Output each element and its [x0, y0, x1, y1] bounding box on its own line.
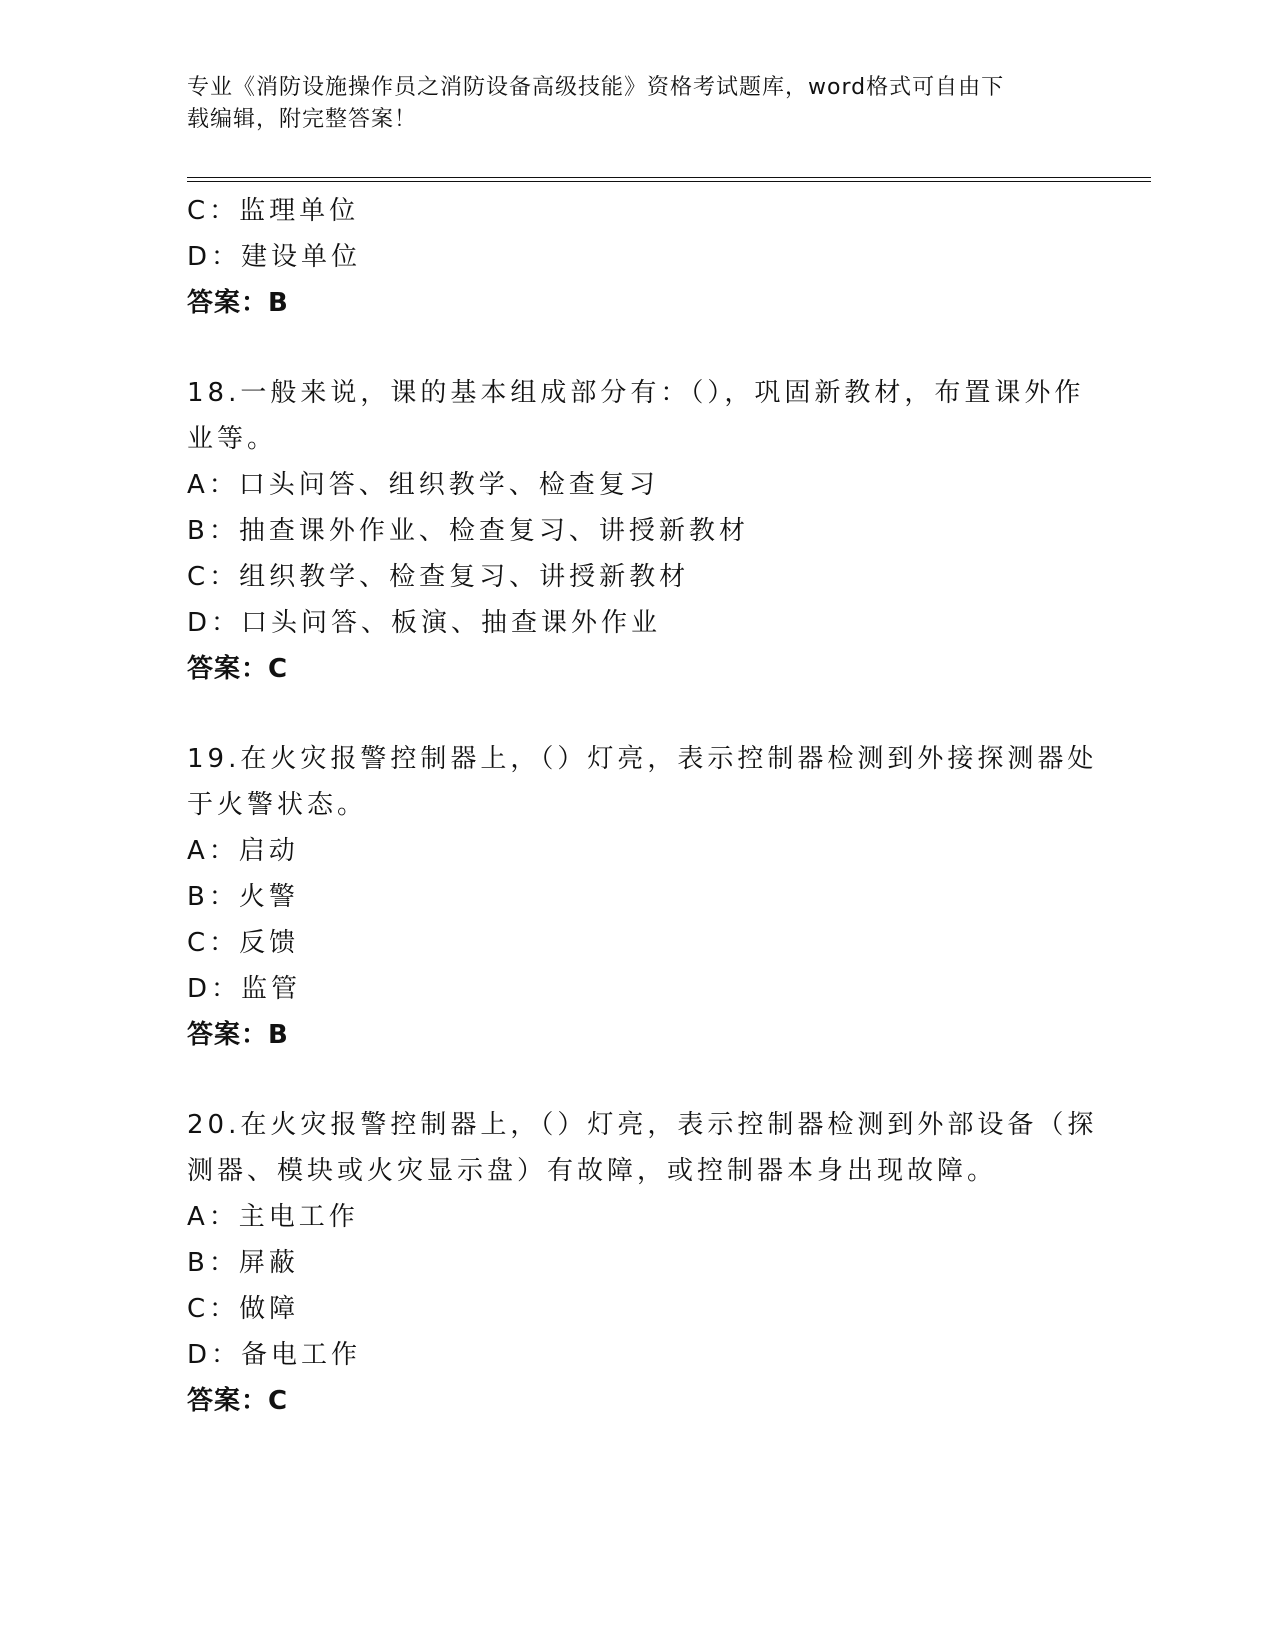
question-stem [187, 1102, 1098, 1194]
answer: 答案：B [187, 1020, 289, 1050]
option-b: B：屏蔽 [187, 1248, 299, 1278]
answer: 答案：C [187, 654, 289, 684]
option-b: B：火警 [187, 882, 299, 912]
header-line-1: 专业《消防设施操作员之消防设备高级技能》资格考试题库，word格式可自由下 [187, 75, 1005, 100]
option-a: A：口头问答、组织教学、检查复习 [187, 470, 659, 500]
question-stem [187, 736, 1098, 828]
spacer [187, 326, 1087, 370]
option-c: C：组织教学、检查复习、讲授新教材 [187, 562, 690, 592]
stem-line-2: 业等。 [187, 424, 278, 454]
answer: 答案：B [187, 288, 289, 318]
stem-line-1: 18.一般来说，课的基本组成部分有：（），巩固新教材，布置课外作 [187, 378, 1085, 408]
question-17 [187, 188, 1087, 326]
stem-line-2: 于火警状态。 [187, 790, 368, 820]
option-a: A：主电工作 [187, 1202, 359, 1232]
option-c: C：反馈 [187, 928, 300, 958]
option-b: B：抽查课外作业、检查复习、讲授新教材 [187, 516, 749, 546]
option-d: D：建设单位 [187, 242, 362, 272]
question-18 [187, 370, 1087, 692]
document-header [187, 72, 1067, 136]
option-c: C：做障 [187, 1294, 300, 1324]
header-line-2: 载编辑，附完整答案！ [187, 107, 418, 132]
question-19 [187, 736, 1098, 1058]
header-rule-bottom [187, 181, 1151, 182]
spacer [187, 692, 1087, 736]
question-list [187, 188, 1098, 1424]
option-d: D：口头问答、板演、抽查课外作业 [187, 608, 662, 638]
spacer [187, 1058, 1087, 1102]
option-c: C：监理单位 [187, 196, 360, 226]
question-stem [187, 370, 1085, 462]
stem-line-1: 20.在火灾报警控制器上，（）灯亮，表示控制器检测到外部设备（探 [187, 1110, 1098, 1140]
answer: 答案：C [187, 1386, 289, 1416]
option-a: A：启动 [187, 836, 299, 866]
option-d: D：备电工作 [187, 1340, 362, 1370]
header-rule-top [187, 177, 1151, 178]
option-d: D：监管 [187, 974, 302, 1004]
stem-line-2: 测器、模块或火灾显示盘）有故障，或控制器本身出现故障。 [187, 1156, 998, 1186]
question-20 [187, 1102, 1098, 1424]
stem-line-1: 19.在火灾报警控制器上，（）灯亮，表示控制器检测到外接探测器处 [187, 744, 1098, 774]
